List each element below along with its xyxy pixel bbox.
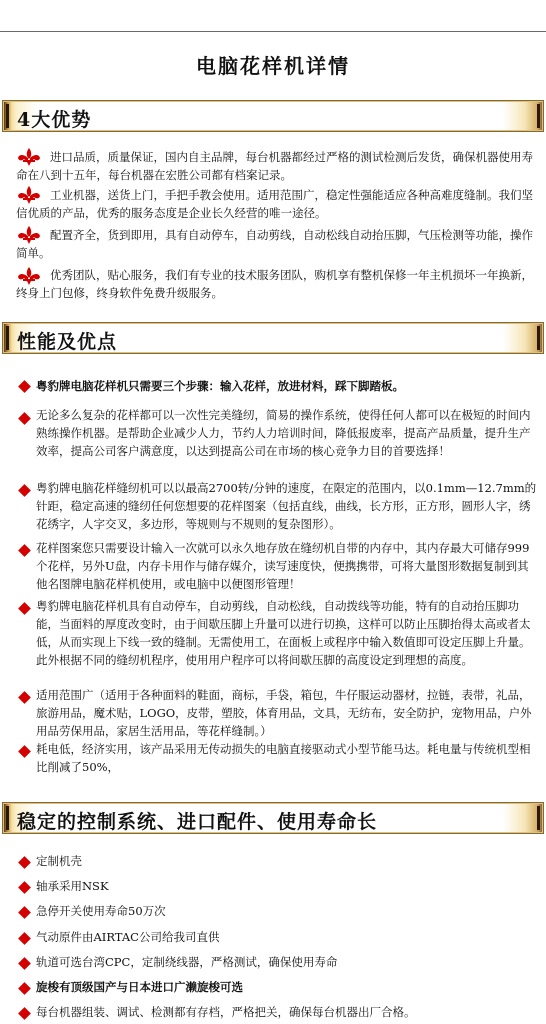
section-title-control: 稳定的控制系统、进口配件、使用寿命长 <box>17 811 378 833</box>
section-banner-performance <box>2 322 544 354</box>
diamond-bullet-icon <box>18 957 31 970</box>
top-divider <box>0 31 546 32</box>
diamond-bullet-icon <box>18 691 31 704</box>
performance-item-4: 花样图案您只需要设计输入一次就可以永久地存放在缝纫机自带的内存中，其内存最大可储存999个花样，另外U盘，内存卡用作与储存媒介，读写速度快，便携携带，可将大量图形数据复制到其他名图牌电脑花样机使用，或电脑中以便图形管理！ <box>36 541 530 591</box>
control-item-2: 轴承采用NSK <box>36 879 109 893</box>
advantage-item-1: 进口品质，质量保证，国内自主品牌，每台机器都经过严格的测试检测后发货，确保机器使用寿命在八到十五年，每台机器在宏胜公司都有档案记录。 <box>16 150 533 182</box>
section-banner-control <box>2 802 544 834</box>
performance-item-6: 适用范围广（适用于各种面料的鞋面，商标，手袋，箱包，牛仔服运动器材，拉链，表带，礼品，旅游用品，魔术贴，LOGO，皮带，塑胶，体育用品，文具，无纺布，安全防护，宠物用品，户外用品劳保用品，家居生活用品，等花样缝制。） <box>36 688 532 738</box>
advantage-item-3: 配置齐全，货到即用，具有自动停车，自动剪线，自动松线自动抬压脚，气压检测等功能，操作简单。 <box>16 228 533 260</box>
diamond-bullet-icon <box>18 932 31 945</box>
performance-item-1: 粤豹牌电脑花样机只需要三个步骤：输入花样，放进材料，踩下脚踏板。 <box>36 379 404 393</box>
control-item-5: 轨道可选台湾CPC，定制绕线器，严格测试，确保使用寿命 <box>36 955 338 969</box>
control-item-3: 急停开关使用寿命50万次 <box>36 904 166 918</box>
diamond-bullet-icon <box>18 602 31 615</box>
performance-item-7: 耗电低，经济实用，该产品采用无传动损失的电脑直接驱动式小型节能马达。耗电量与传统机型相比削减了50%， <box>36 742 531 774</box>
diamond-bullet-icon <box>18 906 31 919</box>
performance-item-5: 粤豹牌电脑花样机具有自动停车，自动剪线，自动松线，自动拨线等功能，特有的自动抬压脚功能，当面料的厚度改变时，由于间歇压脚上升量可以进行切换，这样可以防止压脚抬得太高或者太低，从而实现上下线一致的缝制。无需使用工，在面板上或程序中输入数值即可设定压脚上升量。此外根据不同的缝纫机程序，使用用户程序可以将间歇压脚的高度设定到理想的高度。 <box>36 599 531 667</box>
diamond-bullet-icon <box>18 412 31 425</box>
diamond-bullet-icon <box>18 982 31 995</box>
page-title: 电脑花样机详情 <box>196 54 350 78</box>
section-title-performance: 性能及优点 <box>17 331 118 353</box>
control-item-7: 每台机器组装、调试、检测都有存档，严格把关，确保每台机器出厂合格。 <box>36 1005 416 1019</box>
control-item-4: 气动原件由AIRTAC公司给我司直供 <box>36 930 220 944</box>
advantage-item-2: 工业机器，送货上门，手把手教会使用。适用范围广，稳定性强能适应各种高难度缝制。我们坚信优质的产品，优秀的服务态度是企业长久经营的唯一途径。 <box>16 188 533 220</box>
diamond-bullet-icon <box>18 745 31 758</box>
advantage-item-4: 优秀团队，贴心服务，我们有专业的技术服务团队，购机享有整机保修一年主机损坏一年换新，终身上门包修，终身软件免费升级服务。 <box>16 268 533 300</box>
diamond-bullet-icon <box>18 380 31 393</box>
diamond-bullet-icon <box>18 484 31 497</box>
performance-item-3: 粤豹牌电脑花样缝纫机可以以最高2700转/分钟的速度，在限定的范围内，以0.1mm—12.7mm的针距，稳定高速的缝纫任何您想要的花样图案（包括直线，曲线，长方形，正方形，圆形人字，绣花绣字，人字交叉，多边形，等规则与不规则的复杂图形）。 <box>36 481 537 531</box>
diamond-bullet-icon <box>18 544 31 557</box>
diamond-bullet-icon <box>18 881 31 894</box>
control-item-6: 旋梭有顶级国产与日本进口广濑旋梭可选 <box>36 980 243 994</box>
diamond-bullet-icon <box>18 1007 31 1020</box>
performance-item-2: 无论多么复杂的花样都可以一次性完美缝纫，简易的操作系统，使得任何人都可以在极短的时间内熟练操作机器。是帮助企业减少人力，节约人力培训时间，降低报废率，提高产品质量，提升生产效率，提高公司客户满意度，以达到提高公司在市场的核心竞争力目的首要选择！ <box>36 408 531 458</box>
diamond-bullet-icon <box>18 856 31 869</box>
section-title-advantages: 4大优势 <box>17 109 92 131</box>
section-banner-advantages <box>2 100 544 132</box>
control-item-1: 定制机壳 <box>36 854 82 868</box>
